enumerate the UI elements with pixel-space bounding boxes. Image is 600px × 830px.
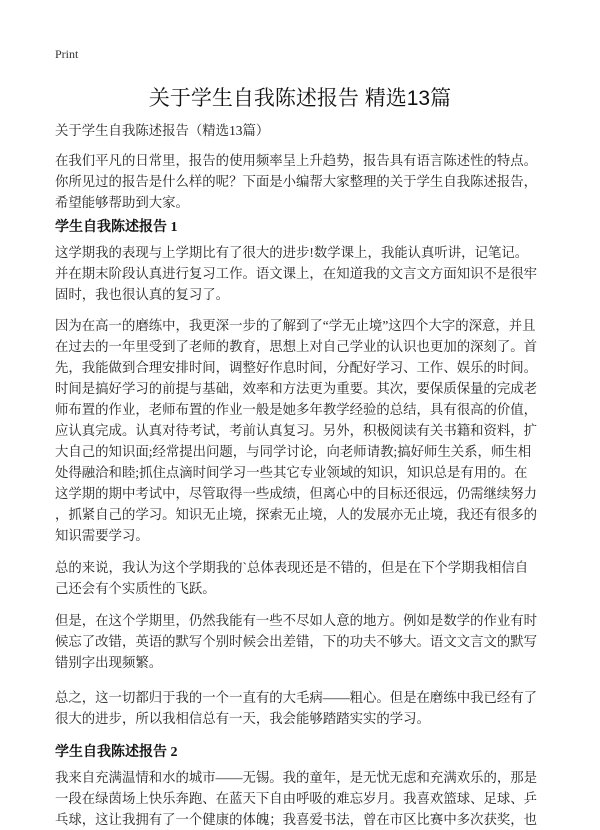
text-line: 在我们平凡的日常里，报告的使用频率呈上升趋势，报告具有语言陈述性的特点。 (55, 153, 538, 168)
text-line: 并在期末阶段认真进行复习工作。语文课上，在知道我的文言文方面知识不是很牢 (55, 266, 538, 281)
text-line: 错别字出现频繁。 (55, 655, 163, 670)
paragraph (55, 557, 528, 599)
text-line: 希望能够帮助到大家。 (55, 195, 189, 210)
intro-paragraph (55, 150, 537, 213)
text-line: 很大的进步，所以我相信总有一天，我会能够踏踏实实的学习。 (55, 711, 430, 726)
paragraph (55, 315, 537, 546)
text-line: 应认真完成。认真对待考试，考前认真复习。另外，积极阅读有关书籍和资料，扩 (55, 423, 538, 438)
text-line: 知识需要学习。 (55, 528, 149, 543)
text-line: 总之，这一切都归于我的一个一直有的大毛病——粗心。但是在磨练中我已经有了 (55, 690, 538, 705)
section-heading-1: 学生自我陈述报告 1 (55, 220, 178, 235)
text-line: 这学期的期中考试中，尽管取得一些成绩，但离心中的目标还很远，仍需继续努力 (55, 486, 538, 501)
text-line: 先，我能做到合理安排时间，调整好作息时间，分配好学习、工作、娱乐的时间。 (55, 360, 538, 375)
document-subtitle: 关于学生自我陈述报告（精选13篇） (55, 123, 270, 138)
print-link[interactable]: Print (55, 47, 79, 61)
text-line: 总的来说，我认为这个学期我的`总体表现还是不错的，但是在下个学期我相信自 (55, 560, 529, 575)
text-line: 候忘了改错，英语的默写个别时候会出差错，下的功夫不够大。语文文言文的默写 (55, 634, 538, 649)
text-line: 但是，在这个学期里，仍然我能有一些不尽如人意的地方。例如是数学的作业有时 (55, 613, 538, 628)
text-line: 大自己的知识面;经常提出问题，与同学讨论，向老师请教;搞好师生关系，师生相 (55, 444, 532, 459)
text-line: 处得融洽和睦;抓住点滴时间学习一些其它专业领域的知识，知识总是有用的。在 (55, 465, 528, 480)
paragraph (55, 610, 537, 673)
section-heading-2: 学生自我陈述报告 2 (55, 745, 178, 760)
text-line: 乓球，这让我拥有了一个健康的体魄；我喜爱书法，曾在市区比赛中多次获奖，也 (55, 812, 538, 827)
paragraph (55, 687, 537, 729)
text-line: 在过去的一年里受到了老师的教育，思想上对自己学业的认识也更加的深刻了。首 (55, 339, 538, 354)
text-line: 时间是搞好学习的前提与基础，效率和方法更为重要。其次，要保质保量的完成老 (55, 381, 538, 396)
text-line: 你所见过的报告是什么样的呢？下面是小编帮大家整理的关于学生自我陈述报告， (55, 174, 538, 189)
text-line: 师布置的作业，老师布置的作业一般是她多年教学经验的总结，具有很高的价值， (55, 402, 538, 417)
text-line: 一段在绿茵场上快乐奔跑、在蓝天下自由呼吸的难忘岁月。我喜欢篮球、足球、乒 (55, 791, 538, 806)
text-line: ，抓紧自己的学习。知识无止境，探索无止境，人的发展亦无止境，我还有很多的 (55, 507, 538, 522)
text-line: 己还会有个实质性的飞跃。 (55, 581, 216, 596)
paragraph (55, 767, 537, 830)
text-line: 这学期我的表现与上学期比有了很大的进步!数学课上，我能认真听讲，记笔记。 (55, 245, 529, 260)
page-title: 关于学生自我陈述报告 精选13篇 (148, 87, 452, 110)
text-line: 因为在高一的磨练中，我更深一步的了解到了“学无止境”这四个大字的深意，并且 (55, 318, 536, 333)
paragraph (55, 242, 537, 305)
text-line: 我来自充满温情和水的城市——无锡。我的童年，是无忧无虑和充满欢乐的，那是 (55, 770, 538, 785)
text-line: 固时，我也很认真的复习了。 (55, 287, 230, 302)
